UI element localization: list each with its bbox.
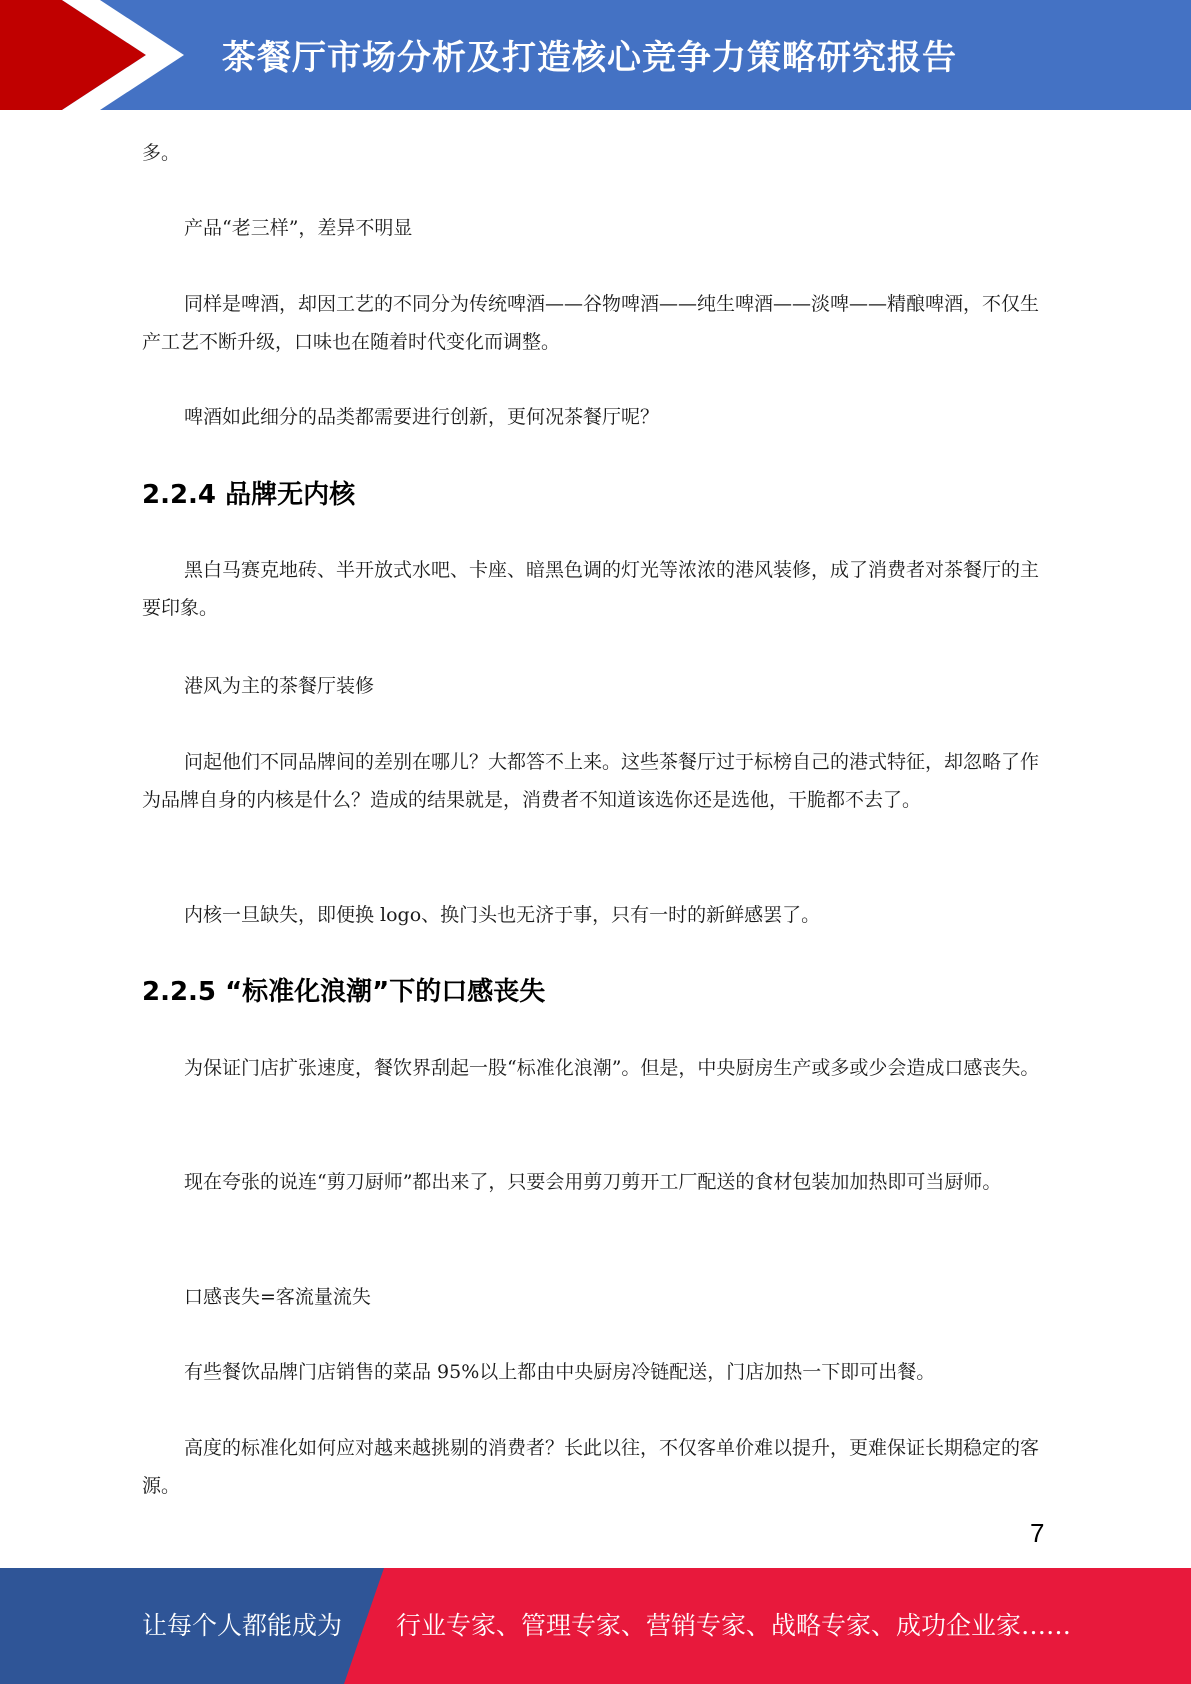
footer-banner [0,1568,1191,1684]
paragraph: 为保证门店扩张速度，餐饮界刮起一股“标准化浪潮”。但是，中央厨房生产或多或少会造成口感丧失。 [184,1057,1040,1079]
paragraph: 现在夸张的说连“剪刀厨师”都出来了，只要会用剪刀剪开工厂配送的食材包装加加热即可当厨师。 [184,1171,1002,1193]
paragraph: 港风为主的茶餐厅装修 [184,675,375,697]
paragraph: 黑白马赛克地砖、半开放式水吧、卡座、暗黑色调的灯光等浓浓的港风装修，成了消费者对茶餐厅的主要印象。 [142,559,1040,619]
paragraph: 产品“老三样”，差异不明显 [184,217,413,239]
paragraph: 问起他们不同品牌间的差别在哪儿？大都答不上来。这些茶餐厅过于标榜自己的港式特征，却忽略了作为品牌自身的内核是什么？造成的结果就是，消费者不知道该选你还是选他，干脆都不去了。 [142,751,1040,811]
footer-roles: 行业专家、管理专家、营销专家、战略专家、成功企业家…… [396,1611,1072,1640]
paragraph: 同样是啤酒，却因工艺的不同分为传统啤酒——谷物啤酒——纯生啤酒——淡啤——精酿啤酒，不仅生产工艺不断升级，口味也在随着时代变化而调整。 [142,293,1040,353]
section-heading: 2.2.5 “标准化浪潮”下的口感丧失 [142,977,546,1007]
paragraph: 高度的标准化如何应对越来越挑剔的消费者？长此以往，不仅客单价难以提升，更难保证长期稳定的客源。 [142,1437,1040,1497]
paragraph: 口感丧失=客流量流失 [184,1286,371,1308]
page-number: 7 [1030,1518,1045,1548]
paragraph: 内核一旦缺失，即便换 logo、换门头也无济于事，只有一时的新鲜感罢了。 [184,904,821,926]
report-title: 茶餐厅市场分析及打造核心竞争力策略研究报告 [222,38,957,78]
paragraph: 啤酒如此细分的品类都需要进行创新，更何况茶餐厅呢？ [184,406,660,428]
paragraph: 有些餐饮品牌门店销售的菜品 95%以上都由中央厨房冷链配送，门店加热一下即可出餐。 [184,1361,936,1383]
footer-slogan: 让每个人都能成为 [142,1611,343,1640]
section-heading: 2.2.4 品牌无内核 [142,480,356,510]
header-banner [0,0,1191,110]
paragraph: 多。 [142,142,181,164]
